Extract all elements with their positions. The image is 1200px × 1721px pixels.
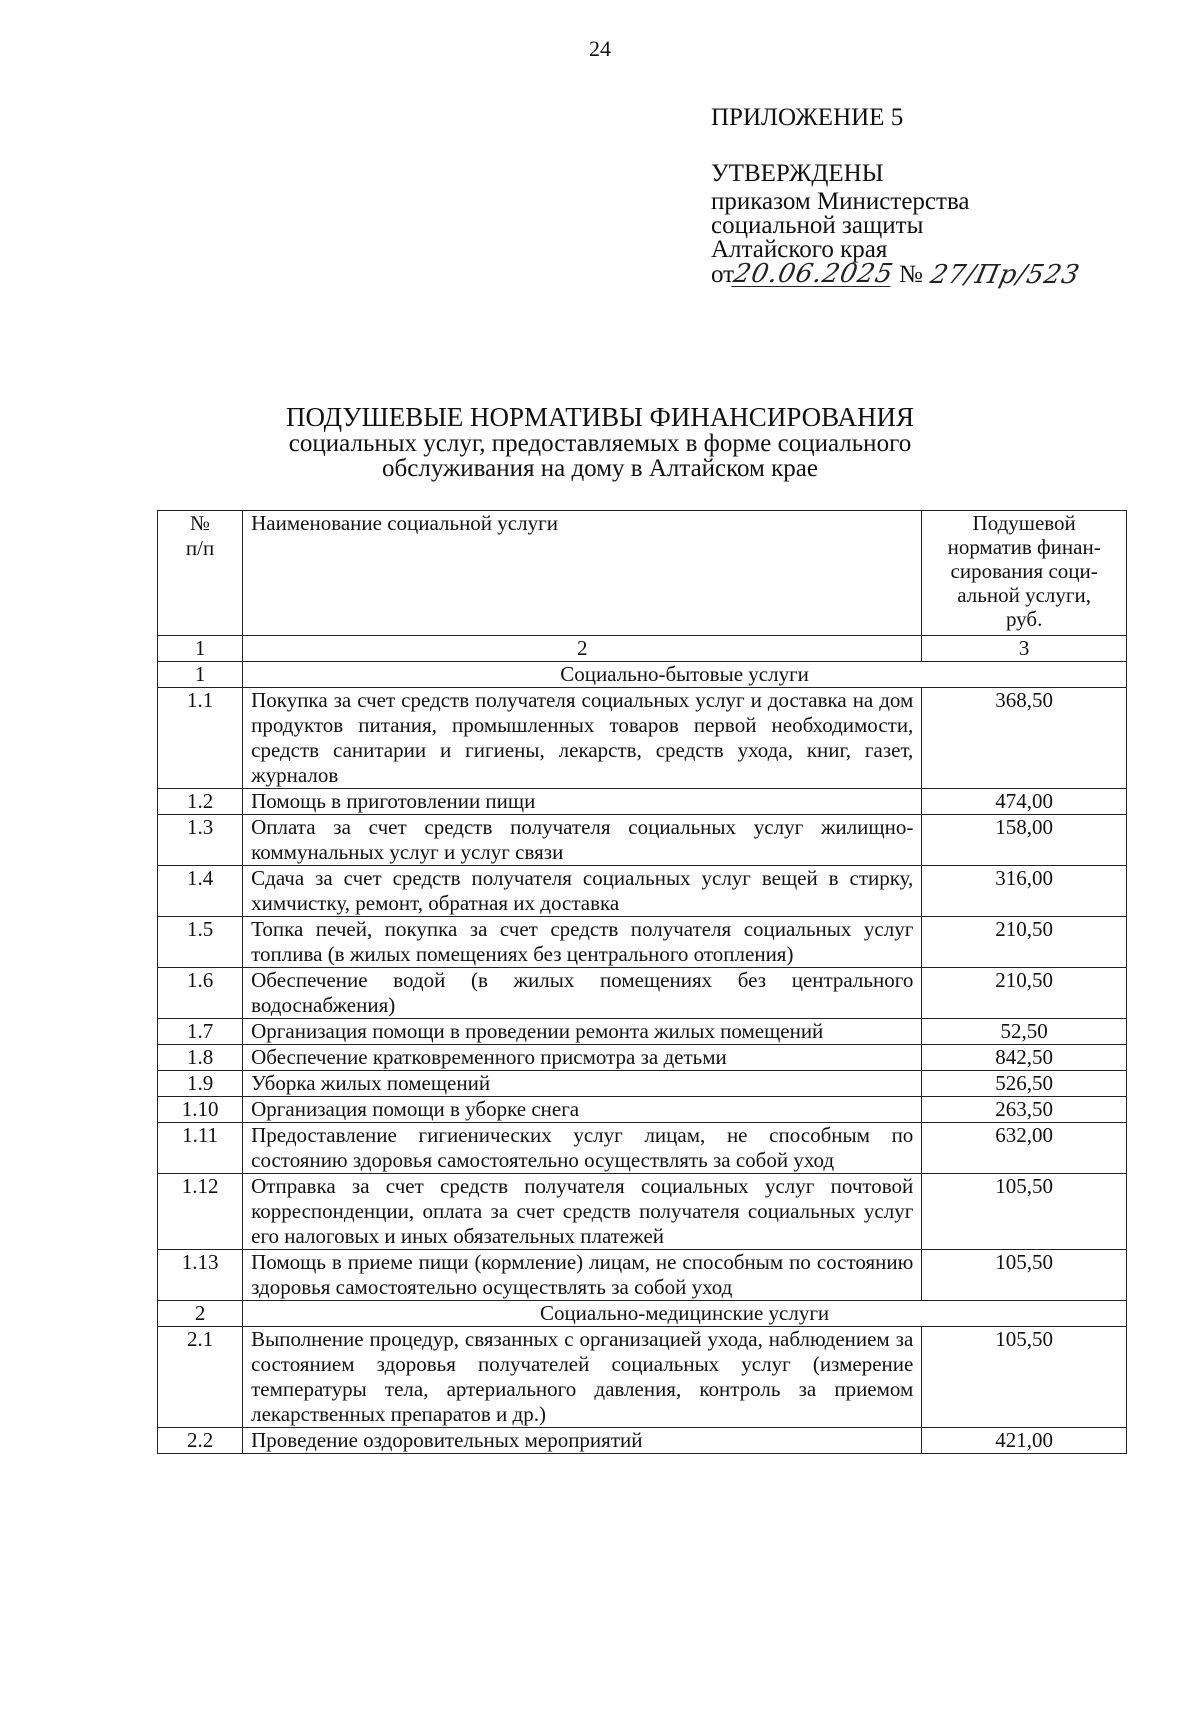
- service-number: 1.10: [158, 1097, 243, 1123]
- title-subtitle-2: обслуживания на дому в Алтайском крае: [382, 455, 818, 482]
- service-name: Обеспечение водой (в жилых помещениях без центрального водоснабжения): [243, 968, 922, 1019]
- service-name: Предоставление гигиенических услуг лицам, не способным по состоянию здоровья самостоятельно осуществлять за собой уход: [243, 1123, 922, 1174]
- service-number: 2.2: [158, 1428, 243, 1454]
- section-title: Социально-бытовые услуги: [243, 662, 1127, 688]
- norms-table: [157, 510, 1127, 1454]
- service-value: 210,50: [922, 968, 1127, 1019]
- service-value: 632,00: [922, 1123, 1127, 1174]
- service-name: Сдача за счет средств получателя социальных услуг вещей в стирку, химчистку, ремонт, обратная их доставка: [243, 866, 922, 917]
- section-title: Социально-медицинские услуги: [243, 1301, 1127, 1327]
- service-value: 842,50: [922, 1045, 1127, 1071]
- number-prefix: №: [898, 261, 923, 288]
- section-number: 1: [158, 662, 243, 688]
- table-row: [158, 968, 1127, 1019]
- service-name: Организация помощи в уборке снега: [243, 1097, 922, 1123]
- header-num: № п/п: [158, 511, 243, 636]
- table-row: [158, 1428, 1127, 1454]
- service-number: 1.4: [158, 866, 243, 917]
- table-row: [158, 866, 1127, 917]
- service-name: Уборка жилых помещений: [243, 1071, 922, 1097]
- service-name: Организация помощи в проведении ремонта жилых помещений: [243, 1019, 922, 1045]
- service-name: Топка печей, покупка за счет средств получателя социальных услуг топлива (в жилых помещениях без центрального отопления): [243, 917, 922, 968]
- service-number: 2.1: [158, 1327, 243, 1428]
- section-row: [158, 662, 1127, 688]
- column-number-1: 1: [158, 636, 243, 662]
- table-row: [158, 1174, 1127, 1250]
- service-name: Помощь в приготовлении пищи: [243, 789, 922, 815]
- handwritten-order-number: 27/Пр/523: [927, 260, 1083, 290]
- table-row: [158, 1123, 1127, 1174]
- service-number: 1.3: [158, 815, 243, 866]
- service-name: Оплата за счет средств получателя социальных услуг жилищно-коммунальных услуг и услуг связи: [243, 815, 922, 866]
- approval-line-2: социальной защиты: [711, 212, 924, 239]
- service-number: 1.1: [158, 688, 243, 789]
- section-number: 2: [158, 1301, 243, 1327]
- service-value: 105,50: [922, 1327, 1127, 1428]
- service-value: 105,50: [922, 1250, 1127, 1301]
- service-name: Покупка за счет средств получателя социальных услуг и доставка на дом продуктов питания, промышленных товаров первой необходимости, средств санитарии и гигиены, лекарств, средств ухода, книг, газет, журналов: [243, 688, 922, 789]
- table-body: [158, 662, 1127, 1454]
- approval-line-1: приказом Министерства: [711, 188, 970, 215]
- table-row: [158, 815, 1127, 866]
- service-name: Проведение оздоровительных мероприятий: [243, 1428, 922, 1454]
- column-numbers-row: [158, 636, 1127, 662]
- service-number: 1.6: [158, 968, 243, 1019]
- service-number: 1.9: [158, 1071, 243, 1097]
- service-value: 421,00: [922, 1428, 1127, 1454]
- approval-line-3: Алтайского края: [711, 236, 888, 263]
- service-name: Выполнение процедур, связанных с организацией ухода, наблюдением за состоянием здоровья получателей социальных услуг (измерение температуры тела, артериального давления, контроль за приемом лекарственных препаратов и др.): [243, 1327, 922, 1428]
- approval-block: [711, 104, 1083, 290]
- service-number: 1.12: [158, 1174, 243, 1250]
- table-row: [158, 688, 1127, 789]
- service-value: 52,50: [922, 1019, 1127, 1045]
- header-value: Подушевой норматив финан- сирования соци- альной услуги, руб.: [922, 511, 1127, 636]
- approved-label: УТВЕРЖДЕНЫ: [711, 160, 884, 187]
- column-number-3: 3: [922, 636, 1127, 662]
- table-header-row: [158, 511, 1127, 636]
- header-name: Наименование социальной услуги: [243, 511, 922, 636]
- service-number: 1.7: [158, 1019, 243, 1045]
- handwritten-date: 20.06.2025: [731, 259, 897, 289]
- service-value: 316,00: [922, 866, 1127, 917]
- service-value: 105,50: [922, 1174, 1127, 1250]
- table-row: [158, 1327, 1127, 1428]
- service-value: 526,50: [922, 1071, 1127, 1097]
- service-value: 158,00: [922, 815, 1127, 866]
- service-name: Отправка за счет средств получателя социальных услуг почтовой корреспонденции, оплата за счет средств получателя социальных услуг его налоговых и иных обязательных платежей: [243, 1174, 922, 1250]
- order-date-number: [711, 259, 1083, 290]
- table-row: [158, 1250, 1127, 1301]
- table-row: [158, 1045, 1127, 1071]
- service-value: 368,50: [922, 688, 1127, 789]
- title-subtitle-1: социальных услуг, предоставляемых в форме социального: [288, 430, 912, 457]
- title-main: ПОДУШЕВЫЕ НОРМАТИВЫ ФИНАНСИРОВАНИЯ: [286, 402, 914, 432]
- page-number: 24: [589, 36, 611, 61]
- service-value: 263,50: [922, 1097, 1127, 1123]
- service-number: 1.2: [158, 789, 243, 815]
- column-number-2: 2: [243, 636, 922, 662]
- table-row: [158, 917, 1127, 968]
- service-value: 210,50: [922, 917, 1127, 968]
- section-row: [158, 1301, 1127, 1327]
- service-number: 1.11: [158, 1123, 243, 1174]
- service-number: 1.13: [158, 1250, 243, 1301]
- service-name: Помощь в приеме пищи (кормление) лицам, не способным по состоянию здоровья самостоятельно осуществлять за собой уход: [243, 1250, 922, 1301]
- service-name: Обеспечение кратковременного присмотра за детьми: [243, 1045, 922, 1071]
- annex-label: ПРИЛОЖЕНИЕ 5: [711, 104, 904, 131]
- service-number: 1.5: [158, 917, 243, 968]
- date-prefix: от: [711, 261, 735, 288]
- service-number: 1.8: [158, 1045, 243, 1071]
- table-row: [158, 789, 1127, 815]
- document-title: [0, 403, 1200, 481]
- table-row: [158, 1097, 1127, 1123]
- service-value: 474,00: [922, 789, 1127, 815]
- table-row: [158, 1071, 1127, 1097]
- table-row: [158, 1019, 1127, 1045]
